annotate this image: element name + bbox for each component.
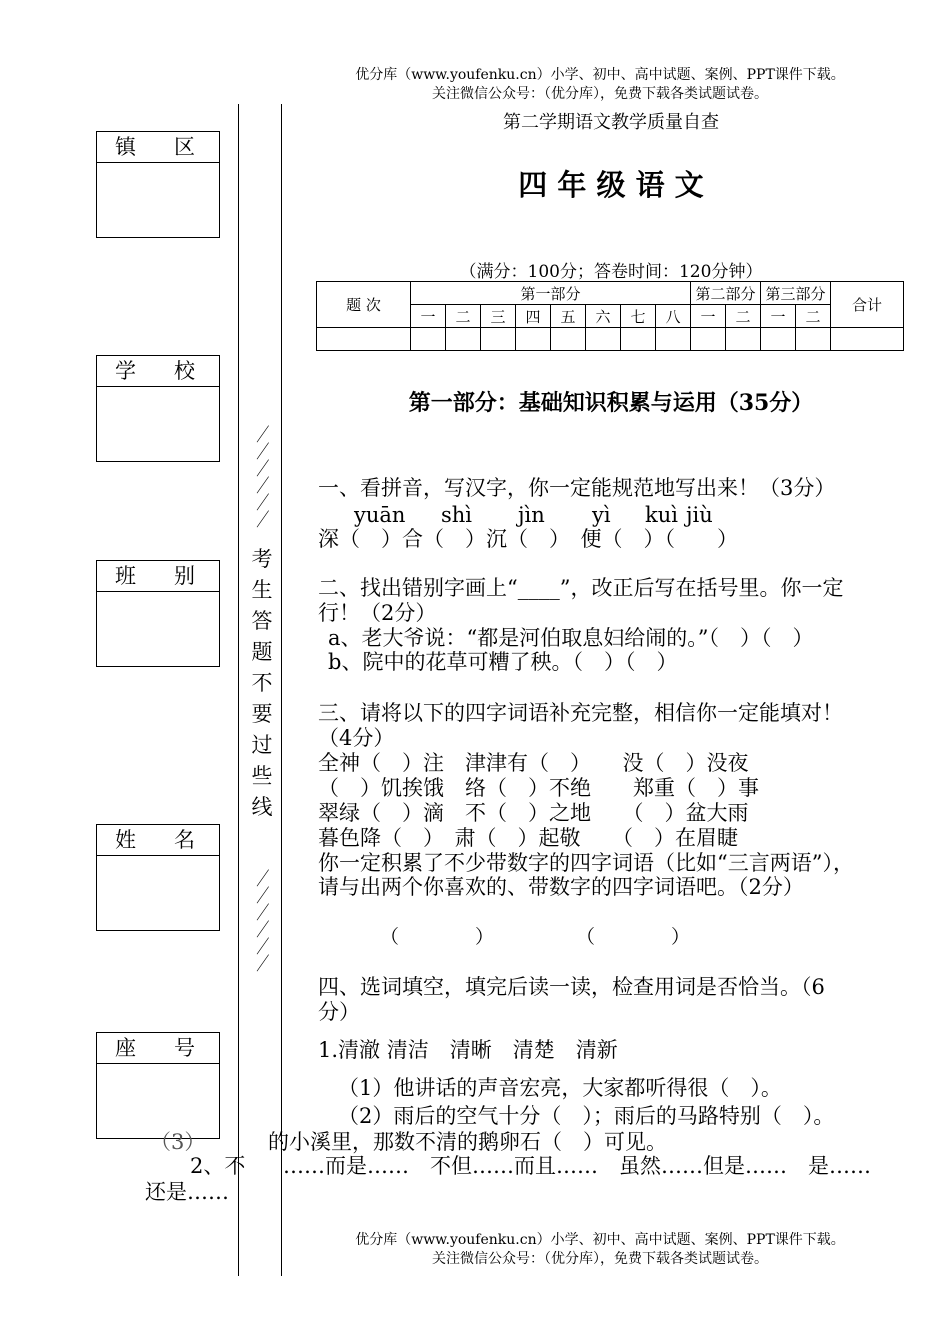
box-name-label-1: 姓 [115,828,136,852]
q3-blank-2[interactable]: （ ） [576,926,691,948]
q1-pinyin-2: shì [441,503,473,527]
q3-row-4[interactable]: 暮色降（ ） 肃（ ）起敬 （ ）在眉睫 [318,826,738,850]
q4-part2-head: 2、不 [190,1154,246,1178]
q2-item-b[interactable]: b、院中的花草可糟了秧。（ ）（ ） [328,650,678,674]
q1-pinyin-3: jìn [518,503,545,527]
score-col: 七 [621,305,656,328]
score-cell[interactable] [621,328,656,351]
q4-title: 四、选词填空，填完后读一读，检查用词是否恰当。（6 [318,975,825,999]
score-cell[interactable] [481,328,516,351]
box-seat-label-1: 座 [115,1036,136,1060]
box-seat-field[interactable] [97,1064,219,1138]
score-col: 一 [411,305,446,328]
score-cell[interactable] [516,328,551,351]
box-town [96,131,220,238]
part1-title: 第一部分：基础知识积累与运用（35分） [408,390,814,416]
header-line-1: 优分库（www.youfenku.cn）小学、初中、高中试题、案例、PPT课件下载。 [355,67,845,83]
box-seat [96,1032,220,1139]
score-cell[interactable] [691,328,726,351]
binding-line-left [238,104,239,1276]
score-cell[interactable] [831,328,904,351]
score-col: 六 [586,305,621,328]
q3-row-3[interactable]: 翠绿（ ）滴 不（ ）之地 （ ）盆大雨 [318,801,749,825]
box-school-label-1: 学 [115,359,136,383]
q4-part2-words: ……而是…… 不但……而且…… 虽然……但是…… 是…… [283,1154,871,1178]
score-col: 四 [516,305,551,328]
box-school [96,355,220,462]
score-cell[interactable] [411,328,446,351]
box-town-label-1: 镇 [115,135,136,159]
side-notice: 考 生 答 题 不 要 过 些 线 [251,547,273,819]
q3-row-2[interactable]: （ ）饥挨饿 络（ ）不绝 郑重（ ）事 [318,776,759,800]
box-town-label-2: 区 [174,135,195,159]
box-name [96,824,220,931]
q3-title: 三、请将以下的四字词语补充完整，相信你一定能填对！ [318,701,843,725]
q4-word-bank: 1.清澈 清洁 清晰 清楚 清新 [318,1038,618,1062]
box-school-label-2: 校 [174,359,195,383]
score-cell[interactable] [551,328,586,351]
q3-title-cont: （4分） [318,726,395,750]
score-col: 二 [796,305,831,328]
score-cell[interactable] [796,328,831,351]
box-class-label-2: 别 [174,564,195,588]
score-cell[interactable] [446,328,481,351]
box-class [96,560,220,667]
q4-sentence-1[interactable]: （1）他讲话的声音宏亮，大家都听得很（ ）。 [338,1076,782,1100]
score-col: 二 [446,305,481,328]
score-part2: 第二部分 [691,282,761,305]
score-label: 题 次 [317,282,411,328]
score-col: 三 [481,305,516,328]
score-cell[interactable] [317,328,411,351]
q3-extra-cont: 请与出两个你喜欢的、带数字的四字词语吧。（2分） [318,875,804,899]
q2-title: 二、找出错别字画上“____”，改正后写在括号里。你一定 [318,576,844,600]
q3-blank-1[interactable]: （ ） [380,926,495,948]
q4-sentence-3-head: （3） [150,1130,206,1154]
box-class-field[interactable] [97,592,219,666]
score-cell[interactable] [761,328,796,351]
footer-line-1: 优分库（www.youfenku.cn）小学、初中、高中试题、案例、PPT课件下载。 [355,1232,845,1248]
score-col: 一 [691,305,726,328]
q4-title-cont: 分） [318,1000,360,1024]
q1-pinyin-6: jiù [686,503,713,527]
score-col: 二 [726,305,761,328]
box-class-label-1: 班 [115,564,136,588]
exam-meta: （满分：100分；答卷时间：120分钟） [459,262,763,282]
score-cell[interactable] [586,328,621,351]
q1-title: 一、看拼音，写汉字，你一定能规范地写出来！（3分） [318,476,836,500]
cut-marks-top: ／ ／ ／ ／ ／ ／ [253,423,273,531]
q4-sentence-2[interactable]: （2）雨后的空气十分（ ）；雨后的马路特别（ ）。 [338,1104,835,1128]
score-cell[interactable] [726,328,761,351]
q1-pinyin-4: yì [592,503,611,527]
q1-pinyin-5: kuì [645,503,678,527]
exam-subtitle: 第二学期语文教学质量自查 [503,112,719,133]
score-table [316,281,904,351]
box-name-field[interactable] [97,856,219,930]
footer-line-2: 关注微信公众号：（优分库），免费下载各类试题试卷。 [432,1251,768,1267]
exam-title: 四 年 级 语 文 [518,168,704,202]
cut-marks-bottom: ／ ／ ／ ／ ／ ／ [253,867,273,975]
score-total: 合计 [831,282,904,328]
box-school-field[interactable] [97,387,219,461]
box-town-field[interactable] [97,163,219,237]
q1-answer-row[interactable]: 深（ ）合（ ）沉（ ） 便（ ）（ ） [318,527,738,551]
score-col: 八 [656,305,691,328]
q2-title-cont: 行！（2分） [318,601,437,625]
q3-row-1[interactable]: 全神（ ）注 津津有（ ） 没（ ）没夜 [318,751,749,775]
q2-item-a[interactable]: a、老大爷说：“都是河伯取息妇给闹的。”（ ）（ ） [328,626,814,650]
header-line-2: 关注微信公众号：（优分库），免费下载各类试题试卷。 [432,86,768,102]
score-part3: 第三部分 [761,282,831,305]
box-seat-label-2: 号 [174,1036,195,1060]
q3-extra: 你一定积累了不少带数字的四字词语（比如“三言两语”）， [318,851,854,875]
binding-line-right [281,104,282,1276]
q1-pinyin-1: yuān [354,503,406,527]
score-col: 五 [551,305,586,328]
score-cell[interactable] [656,328,691,351]
q4-sentence-3[interactable]: 的小溪里，那数不清的鹅卵石（ ）可见。 [268,1130,667,1154]
q4-part2-words-cont: 还是…… [145,1180,229,1204]
score-part1: 第一部分 [411,282,691,305]
score-col: 一 [761,305,796,328]
box-name-label-2: 名 [174,828,195,852]
